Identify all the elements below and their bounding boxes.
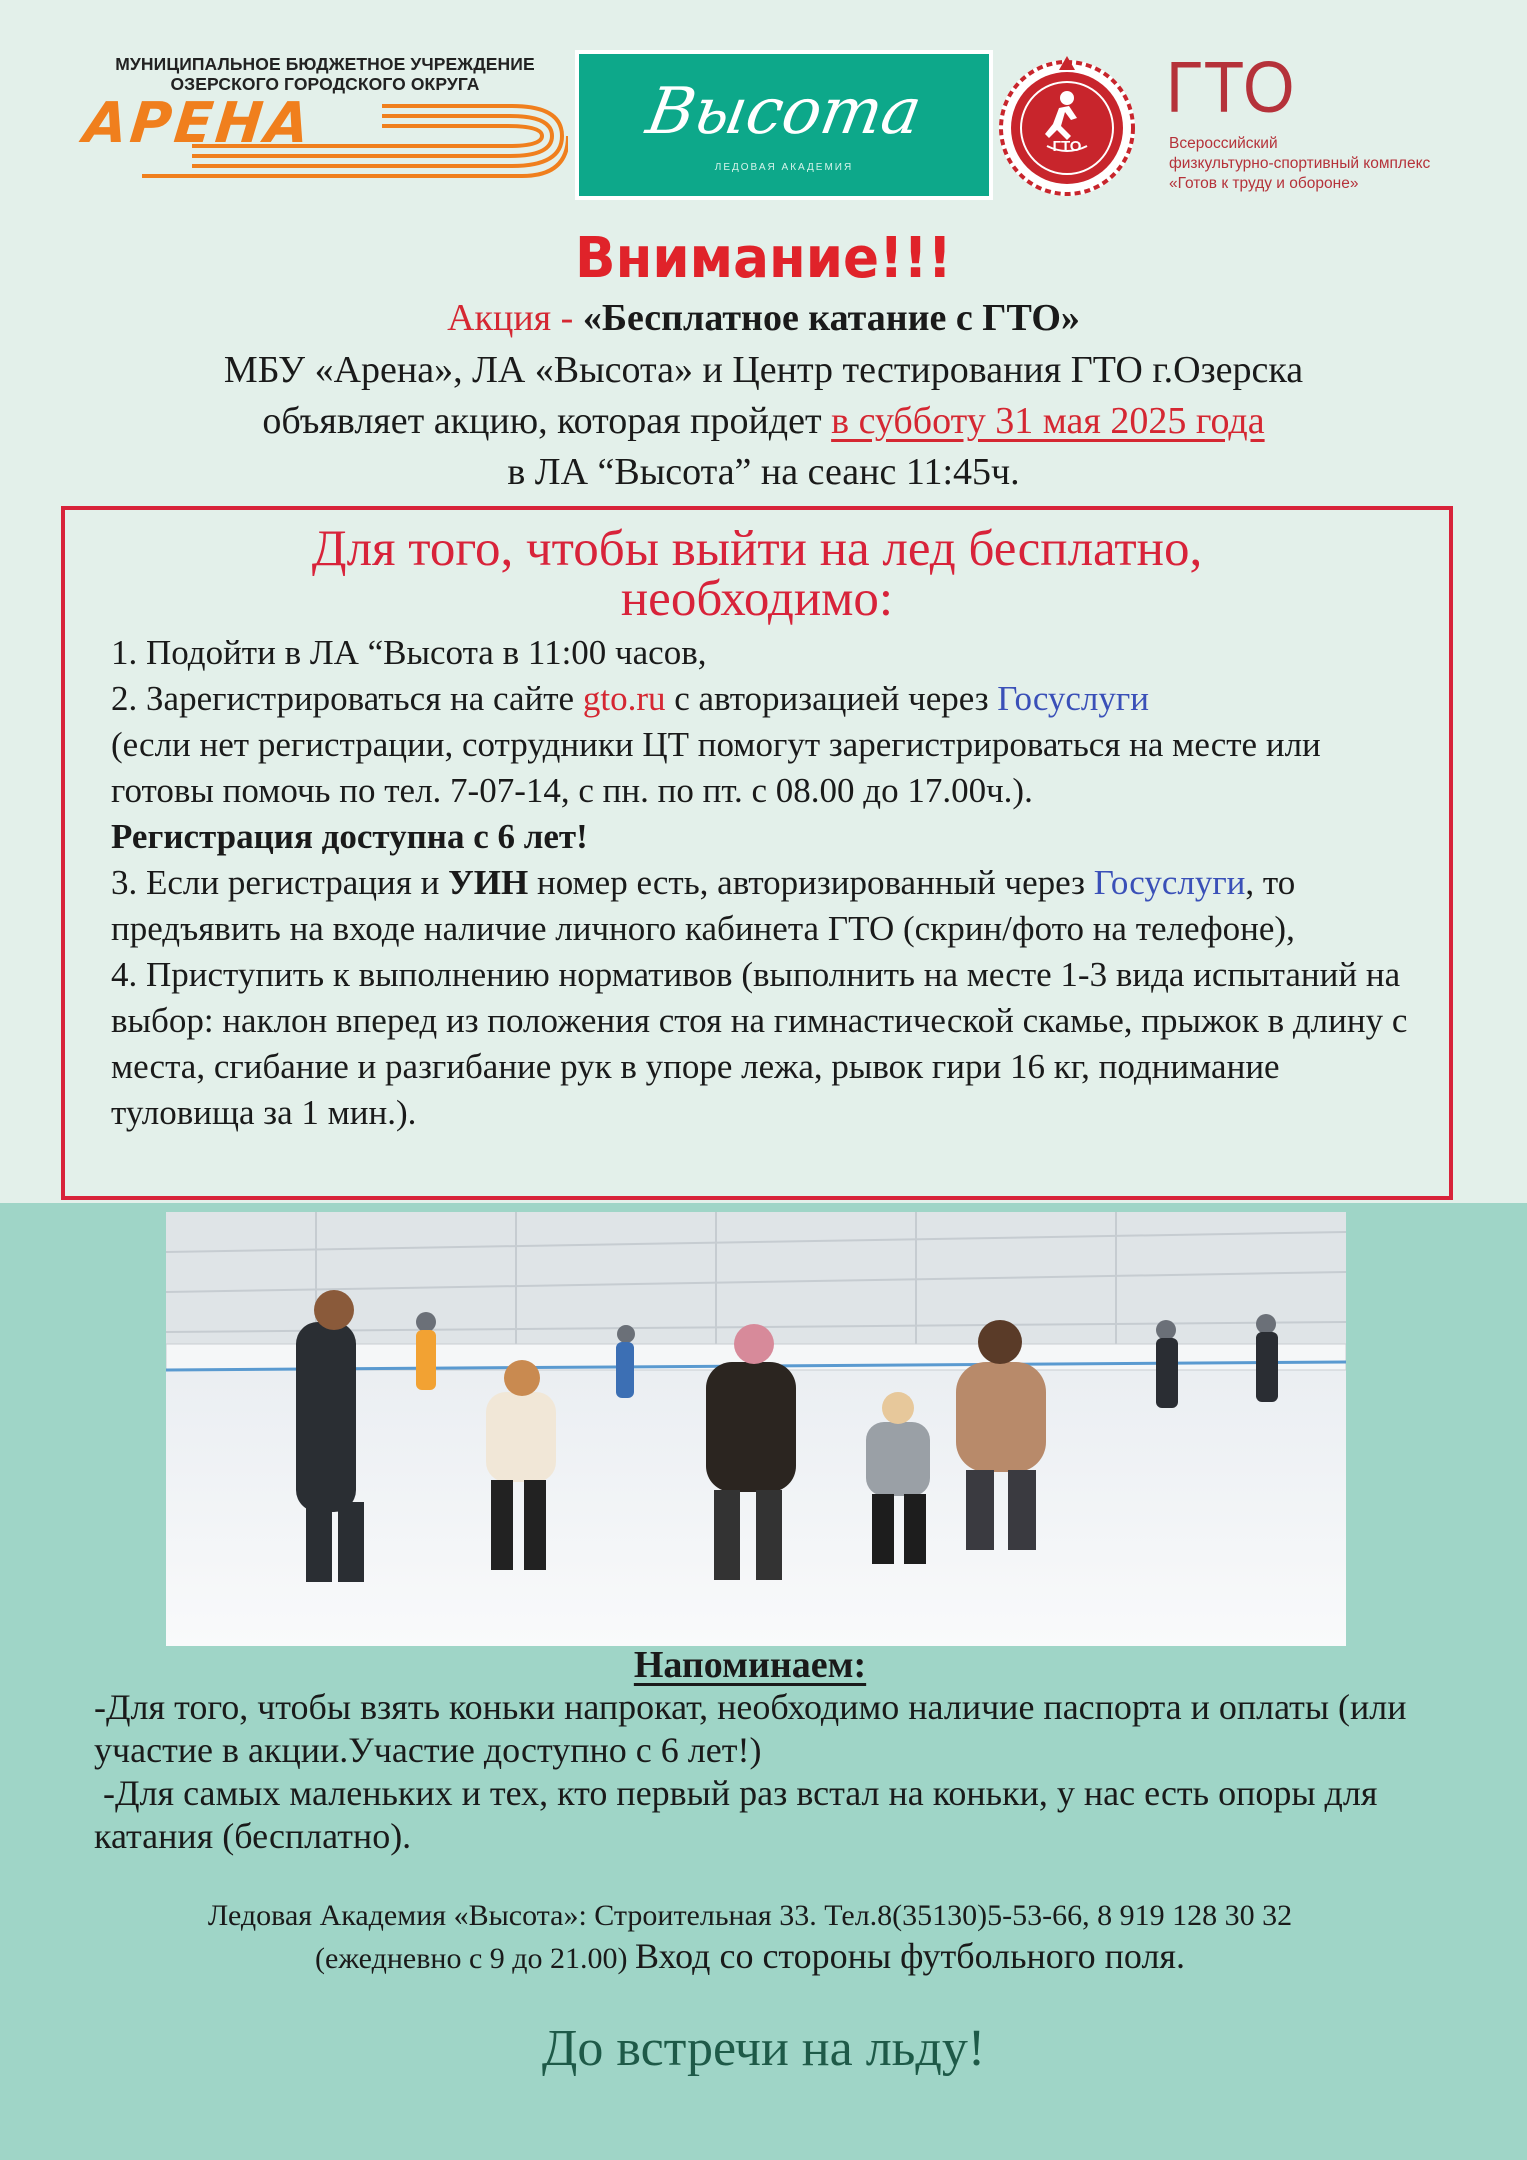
- gosuslugi-link[interactable]: Госуслуги: [997, 679, 1149, 718]
- vysota-subtitle: ЛЕДОВАЯ АКАДЕМИЯ: [714, 162, 854, 173]
- requirements-box: [61, 506, 1453, 1200]
- age-note: Регистрация доступна с 6 лет!: [111, 817, 588, 856]
- list-item: 2. Зарегистрироваться на сайте gto.ru с авторизацией через Госуслуги (если нет регистрации, сотрудники ЦТ помогут зарегистрироваться на месте или готовы помочь по тел. 7-07-14, с пн. по пт. с 08.00 до 17.00ч.).: [111, 679, 1321, 810]
- session-line: в ЛА “Высота” на сеанс 11:45ч.: [507, 451, 1020, 493]
- arena-line1: МУНИЦИПАЛЬНОЕ БЮДЖЕТНОЕ УЧРЕЖДЕНИЕ: [115, 54, 535, 74]
- gto-emblem: [995, 52, 1139, 200]
- attention-heading: Внимание!!!: [575, 226, 952, 291]
- list-item: -Для того, чтобы взять коньки напрокат, необходимо наличие паспорта и оплаты (или участие в акции.Участие доступно с 6 лет!): [94, 1687, 1407, 1770]
- reminder-list: [94, 1686, 1454, 1858]
- gosuslugi-link[interactable]: Госуслуги: [1093, 863, 1246, 902]
- requirements-title: Для того, чтобы выйти на лед бесплатно, необходимо:: [311, 521, 1203, 627]
- gto-emblem-label: ГТО: [1052, 138, 1082, 155]
- goodbye-text: До встречи на льду!: [541, 2020, 986, 2077]
- list-item: 4. Приступить к выполнению нормативов (выполнить на месте 1-3 вида испытаний на выбор: наклон вперед из положения стоя на гимнастической скамье, прыжок в длину с места, сгибание и разгибание рук в упоре лежа, рывок гири 16 кг, поднимание туловища за 1 мин.).: [111, 955, 1408, 1132]
- arena-logo: [82, 54, 568, 184]
- promo-line: Акция - «Бесплатное катание с ГТО»: [447, 297, 1080, 339]
- gto-site-link[interactable]: gto.ru: [582, 679, 666, 718]
- gto-brand: [1166, 48, 1506, 202]
- contacts: [0, 1896, 1500, 1979]
- arena-line2: ОЗЕРСКОГО ГОРОДСКОГО ОКРУГА: [170, 74, 480, 94]
- address-line: Ледовая Академия «Высота»: Строительная 33. Тел.8(35130)5-53-66, 8 919 128 30 32: [207, 1899, 1293, 1932]
- arena-word: АРЕНА: [80, 91, 316, 156]
- list-item: 1. Подойти в ЛА “Высота в 11:00 часов,: [111, 633, 707, 672]
- event-date: в субботу 31 мая 2025 года: [831, 400, 1265, 442]
- vysota-word: Высота: [641, 75, 927, 149]
- reminder-title: Напоминаем:: [633, 1644, 867, 1686]
- gto-medal-icon: [995, 52, 1139, 200]
- skaters-photo-icon: [166, 1212, 1346, 1646]
- date-line: объявляет акцию, которая пройдет в субботу 31 мая 2025 года: [262, 400, 1265, 442]
- gto-mark: ГТО: [1166, 48, 1297, 128]
- organizers-line: МБУ «Арена», ЛА «Высота» и Центр тестирования ГТО г.Озерска: [223, 349, 1304, 391]
- gto-description: Всероссийский физкультурно-спортивный комплекс «Готов к труду и обороне»: [1169, 135, 1431, 192]
- skating-rink-photo: [166, 1212, 1346, 1646]
- requirements-list: [111, 630, 1431, 1136]
- hours-line: (ежедневно с 9 до 21.00) Вход со стороны футбольного поля.: [315, 1936, 1185, 1976]
- vysota-logo: [575, 50, 993, 200]
- list-item: 3. Если регистрация и УИН номер есть, авторизированный через Госуслуги, то предъявить на входе наличие личного кабинета ГТО (скрин/фото на телефоне),: [111, 863, 1296, 948]
- list-item: -Для самых маленьких и тех, кто первый раз встал на коньки, у нас есть опоры для катания (бесплатно).: [94, 1773, 1387, 1856]
